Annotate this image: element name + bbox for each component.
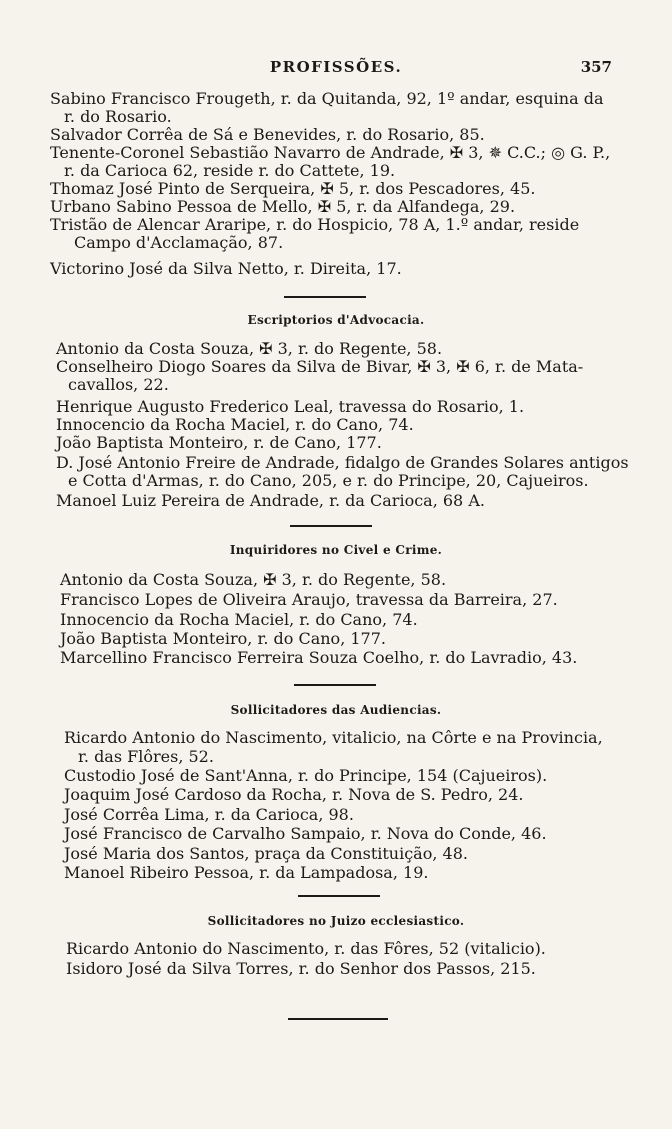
entry-line: José Maria dos Santos, praça da Constituição, 48. [64, 844, 468, 863]
entry-line: Custodio José de Sant'Anna, r. do Principe, 154 (Cajueiros). [64, 766, 548, 785]
entry-line: Thomaz José Pinto de Serqueira, ✠ 5, r. dos Pescadores, 45. [50, 179, 536, 198]
entry-line: e Cotta d'Armas, r. do Cano, 205, e r. do Principe, 20, Cajueiros. [68, 471, 589, 490]
entry-line: Salvador Corrêa de Sá e Benevides, r. do Rosario, 85. [50, 125, 485, 144]
entry-line: Tristão de Alencar Araripe, r. do Hospicio, 78 A, 1.º andar, reside [50, 215, 580, 234]
entry-line: José Francisco de Carvalho Sampaio, r. Nova do Conde, 46. [64, 824, 547, 843]
entry-line: João Baptista Monteiro, r. de Cano, 177. [56, 433, 382, 452]
entry-line: Manoel Luiz Pereira de Andrade, r. da Carioca, 68 A. [56, 491, 485, 510]
section-heading-ecclesiastico: Sollicitadores no Juizo ecclesiastico. [207, 914, 465, 928]
entry-line: Urbano Sabino Pessoa de Mello, ✠ 5, r. da Alfandega, 29. [50, 197, 516, 216]
page-title: PROFISSÕES. [269, 58, 403, 76]
section-heading-sollicitadores: Sollicitadores das Audiencias. [230, 703, 442, 717]
entry-line: Ricardo Antonio do Nascimento, vitalicio, na Côrte e na Provincia, [64, 728, 603, 747]
entry-line: cavallos, 22. [68, 375, 169, 394]
section-heading-advocacia: Escriptorios d'Advocacia. [247, 313, 425, 327]
entry-line: Sabino Francisco Frougeth, r. da Quitanda, 92, 1º andar, esquina da [50, 89, 604, 108]
entry-line: r. da Carioca 62, reside r. do Cattete, 19. [64, 161, 396, 180]
entry-line: D. José Antonio Freire de Andrade, fidalgo de Grandes Solares antigos [56, 453, 629, 472]
entry-line: Victorino José da Silva Netto, r. Direita, 17. [50, 259, 402, 278]
entry-line: Conselheiro Diogo Soares da Silva de Bivar, ✠ 3, ✠ 6, r. de Mata- [56, 357, 584, 376]
entry-line: Isidoro José da Silva Torres, r. do Senhor dos Passos, 215. [66, 959, 536, 978]
section-heading-inquiridores: Inquiridores no Civel e Crime. [229, 543, 443, 557]
entry-line: Innocencio da Rocha Maciel, r. do Cano, 74. [56, 415, 414, 434]
entry-line: José Corrêa Lima, r. da Carioca, 98. [64, 805, 354, 824]
section-divider [298, 895, 380, 897]
entry-line: Tenente-Coronel Sebastião Navarro de Andrade, ✠ 3, ✵ C.C.; ◎ G. P., [50, 143, 611, 162]
entry-line: Francisco Lopes de Oliveira Araujo, travessa da Barreira, 27. [60, 590, 558, 609]
entry-line: Manoel Ribeiro Pessoa, r. da Lampadosa, 19. [64, 863, 429, 882]
entry-line: João Baptista Monteiro, r. do Cano, 177. [60, 629, 386, 648]
closing-divider [288, 1018, 388, 1020]
section-divider [284, 296, 366, 298]
entry-line: Henrique Augusto Frederico Leal, travessa do Rosario, 1. [56, 397, 525, 416]
entry-line: Joaquim José Cardoso da Rocha, r. Nova de S. Pedro, 24. [64, 785, 524, 804]
entry-line: Antonio da Costa Souza, ✠ 3, r. do Regente, 58. [56, 339, 443, 358]
section-divider [290, 525, 372, 527]
entry-line: Marcellino Francisco Ferreira Souza Coelho, r. do Lavradio, 43. [60, 648, 578, 667]
section-divider [294, 684, 376, 686]
entry-line: Campo d'Acclamação, 87. [74, 233, 284, 252]
entry-line: Antonio da Costa Souza, ✠ 3, r. do Regente, 58. [60, 570, 447, 589]
entry-line: r. das Flôres, 52. [78, 747, 214, 766]
entry-line: r. do Rosario. [64, 107, 172, 126]
entry-line: Ricardo Antonio do Nascimento, r. das Fôres, 52 (vitalicio). [66, 939, 546, 958]
entry-line: Innocencio da Rocha Maciel, r. do Cano, 74. [60, 610, 418, 629]
page-number: 357 [580, 58, 612, 76]
